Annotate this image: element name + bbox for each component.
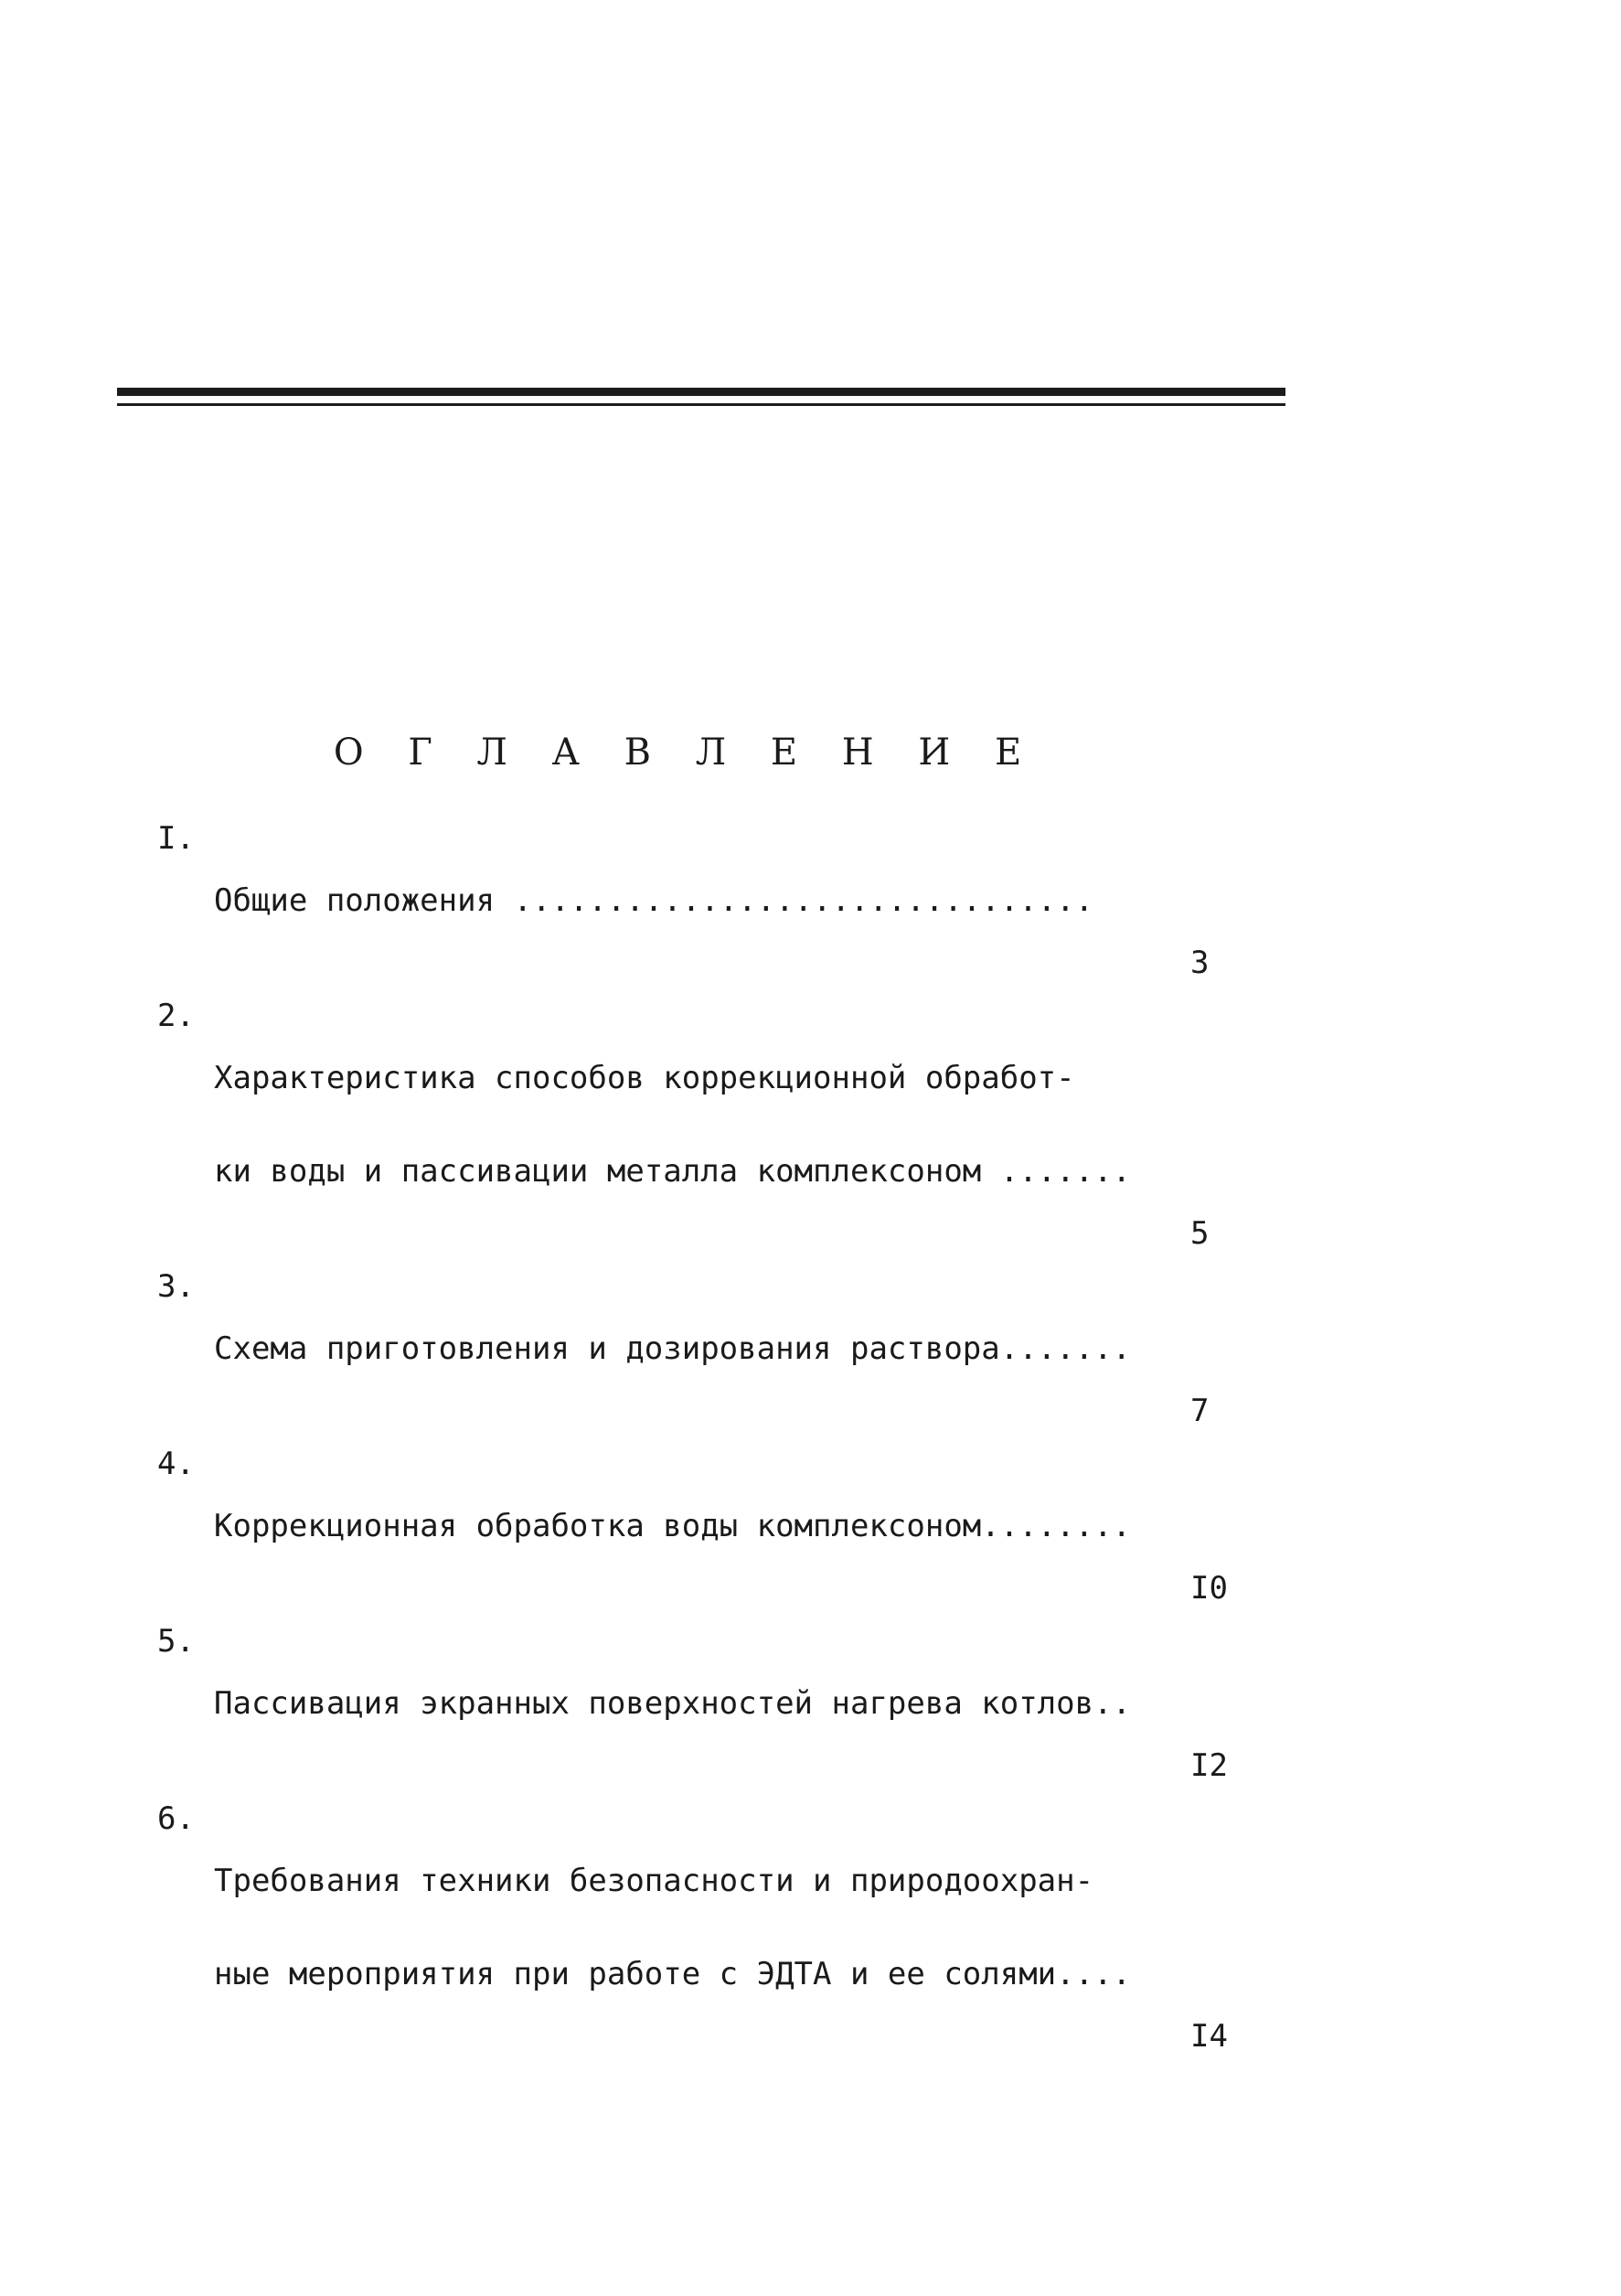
- toc-entry-page: 7: [1190, 1393, 1210, 1429]
- toc-entry-text: [214, 823, 1181, 978]
- toc-entry-line: Общие положения ...............................: [214, 882, 1094, 919]
- toc-title: О Г Л А В Л Е Н И Е: [333, 732, 1039, 774]
- toc-entry-number: 2.: [157, 998, 195, 1034]
- toc-entry: [157, 1800, 1245, 2055]
- toc-entry: [157, 1623, 1245, 1784]
- header-rule-thin: [117, 403, 1285, 406]
- header-rule-thick: [117, 388, 1285, 396]
- toc-entry: [157, 998, 1245, 1252]
- toc-entry-text: [214, 1626, 1181, 1781]
- toc-entry-line: ные мероприятия при работе с ЭДТА и ее солями....: [214, 1956, 1132, 1992]
- toc-entry-page: I0: [1190, 1570, 1228, 1607]
- toc-entry: [157, 1268, 1245, 1429]
- table-of-contents: [157, 820, 1245, 2074]
- toc-entry-line: Требования техники безопасности и природоохран-: [214, 1863, 1094, 1899]
- toc-entry-page: 5: [1190, 1215, 1210, 1252]
- toc-entry-page: I2: [1190, 1747, 1228, 1784]
- toc-entry-line: Схема приготовления и дозирования раствора.......: [214, 1330, 1132, 1367]
- toc-entry-text: [214, 1271, 1181, 1426]
- toc-entry-page: I4: [1190, 2018, 1228, 2055]
- toc-entry-text: [214, 1448, 1181, 1604]
- toc-entry-text: [214, 1000, 1181, 1249]
- toc-entry-line: Характеристика способов коррекционной обработ-: [214, 1060, 1075, 1096]
- toc-entry: [157, 1446, 1245, 1607]
- toc-entry-number: 3.: [157, 1268, 195, 1305]
- toc-entry-number: 6.: [157, 1800, 195, 1837]
- toc-entry-number: I.: [157, 820, 195, 857]
- toc-entry-number: 4.: [157, 1446, 195, 1482]
- toc-entry-number: 5.: [157, 1623, 195, 1660]
- toc-entry-line: ки воды и пассивации металла комплексоном .......: [214, 1153, 1132, 1190]
- toc-entry-line: Коррекционная обработка воды комплексоном........: [214, 1508, 1132, 1544]
- toc-entry: [157, 820, 1245, 981]
- toc-entry-line: Пассивация экранных поверхностей нагрева котлов..: [214, 1685, 1132, 1722]
- toc-entry-text: [214, 1803, 1181, 2052]
- toc-entry-page: 3: [1190, 945, 1210, 981]
